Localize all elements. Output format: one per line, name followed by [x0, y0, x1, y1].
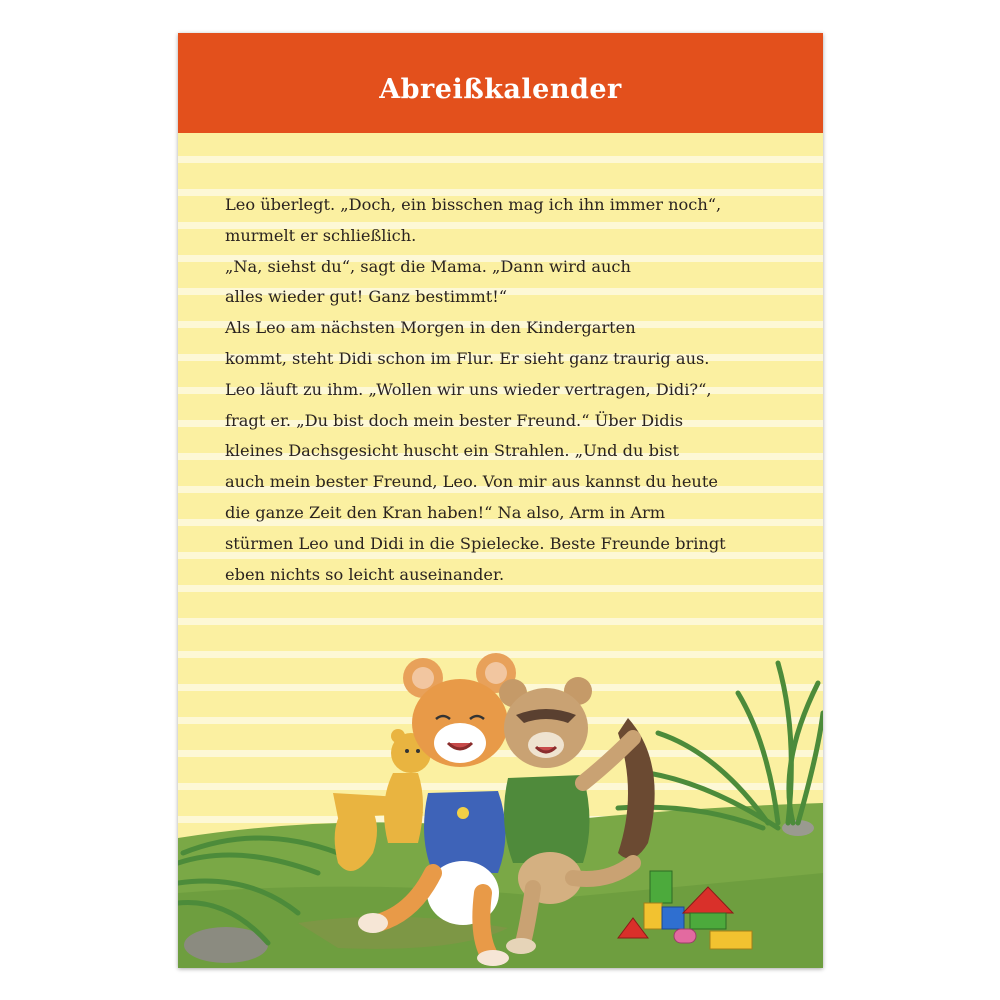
story-line: kleines Dachsgesicht huscht ein Strahlen. „Und du bist [225, 441, 679, 461]
story-line: „Na, siehst du“, sagt die Mama. „Dann wird auch [225, 256, 631, 276]
story-line: stürmen Leo und Didi in die Spielecke. Beste Freunde bringt [225, 533, 726, 553]
story-line: Leo überlegt. „Doch, ein bisschen mag ich ihn immer noch“, [225, 195, 722, 214]
header-banner [178, 33, 823, 133]
story-line: kommt, steht Didi schon im Flur. Er sieht ganz traurig aus. [225, 348, 710, 368]
story-line: fragt er. „Du bist doch mein bester Freund.“ Über Didis [225, 410, 684, 430]
story-line: murmelt er schließlich. [225, 225, 417, 245]
story-line: Leo läuft zu ihm. „Wollen wir uns wieder vertragen, Didi?“, [225, 379, 712, 399]
story-line: eben nichts so leicht auseinander. [225, 564, 505, 584]
calendar-page [178, 33, 823, 968]
story-line: alles wieder gut! Ganz bestimmt!“ [225, 287, 508, 307]
page-title: Abreißkalender [379, 73, 622, 105]
story-line: Als Leo am nächsten Morgen in den Kindergarten [225, 318, 636, 338]
story-line: auch mein bester Freund, Leo. Von mir aus kannst du heute [225, 472, 718, 492]
illustration [178, 623, 823, 968]
story-line: die ganze Zeit den Kran haben!“ Na also, Arm in Arm [225, 502, 666, 522]
story-text [225, 190, 795, 590]
